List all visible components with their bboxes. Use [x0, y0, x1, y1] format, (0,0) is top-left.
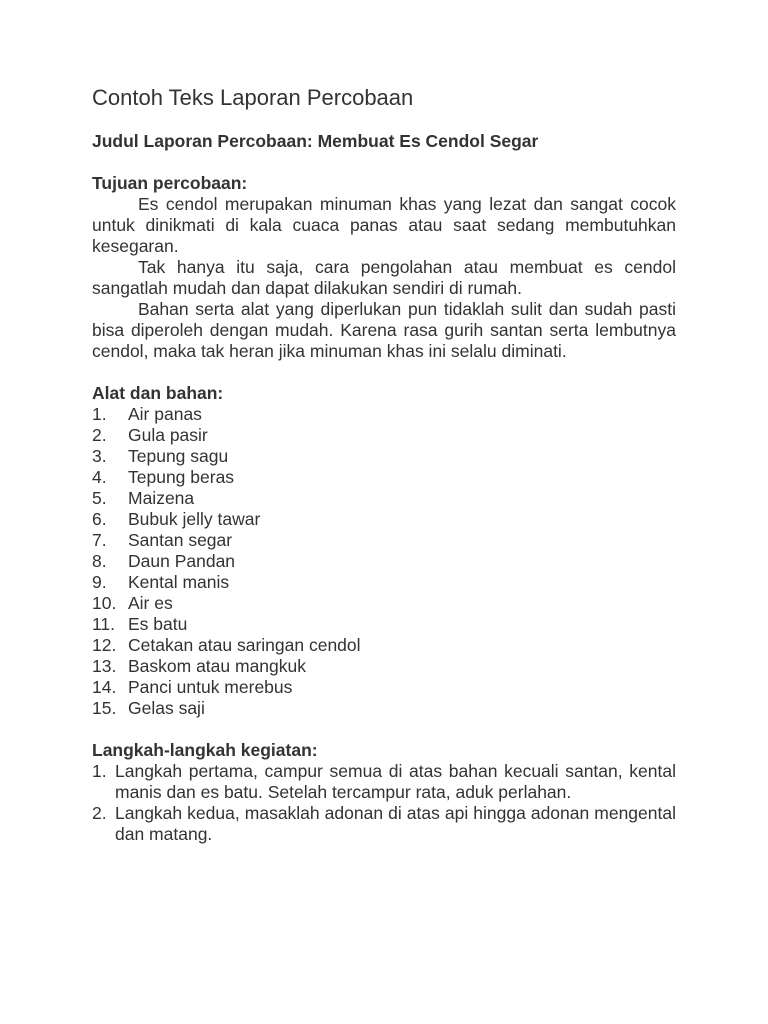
step-text: Langkah pertama, campur semua di atas bahan kecuali santan, kental manis dan es batu. Setelah tercampur rata, aduk perlahan. [115, 761, 676, 802]
step-number: 1. [92, 761, 107, 781]
list-item [92, 803, 676, 845]
document-content [92, 84, 676, 845]
item-number: 6. [92, 509, 107, 529]
item-number: 13. [92, 656, 117, 676]
purpose-paragraph: Es cendol merupakan minuman khas yang lezat dan sangat cocok untuk dinikmati di kala cuaca panas atau saat sedang membutuhkan kesegaran. [92, 194, 676, 256]
item-text: Bubuk jelly tawar [128, 509, 261, 529]
list-item [92, 551, 676, 572]
item-number: 1. [92, 404, 107, 424]
list-item [92, 635, 676, 656]
item-number: 3. [92, 446, 107, 466]
item-text: Es batu [128, 614, 188, 634]
item-text: Cetakan atau saringan cendol [128, 635, 361, 655]
step-number: 2. [92, 803, 107, 823]
list-item [92, 656, 676, 677]
list-item [92, 509, 676, 530]
item-number: 11. [92, 614, 116, 634]
item-text: Tepung sagu [128, 446, 229, 466]
item-number: 7. [92, 530, 107, 550]
steps-list [92, 761, 676, 845]
item-text: Air es [128, 593, 173, 613]
steps-heading: Langkah-langkah kegiatan: [92, 740, 318, 760]
list-item [92, 572, 676, 593]
purpose-heading: Tujuan percobaan: [92, 173, 248, 193]
list-item [92, 530, 676, 551]
list-item [92, 425, 676, 446]
item-text: Panci untuk merebus [128, 677, 293, 697]
item-number: 15. [92, 698, 117, 718]
purpose-paragraph: Tak hanya itu saja, cara pengolahan atau membuat es cendol sangatlah mudah dan dapat dilakukan sendiri di rumah. [92, 257, 676, 298]
item-number: 14. [92, 677, 117, 697]
item-number: 9. [92, 572, 107, 592]
item-text: Gula pasir [128, 425, 208, 445]
tools-heading: Alat dan bahan: [92, 383, 224, 403]
item-text: Baskom atau mangkuk [128, 656, 307, 676]
report-subtitle: Judul Laporan Percobaan: Membuat Es Cendol Segar [92, 131, 539, 151]
item-number: 5. [92, 488, 107, 508]
item-text: Santan segar [128, 530, 233, 550]
item-number: 8. [92, 551, 107, 571]
document-title: Contoh Teks Laporan Percobaan [92, 85, 414, 110]
item-number: 4. [92, 467, 107, 487]
item-text: Daun Pandan [128, 551, 236, 571]
list-item [92, 404, 676, 425]
purpose-paragraph: Bahan serta alat yang diperlukan pun tidaklah sulit dan sudah pasti bisa diperoleh dengan mudah. Karena rasa gurih santan serta lembutnya cendol, maka tak heran jika minuman khas ini selalu diminati. [92, 299, 676, 361]
list-item [92, 698, 676, 719]
list-item [92, 467, 676, 488]
list-item [92, 488, 676, 509]
item-text: Tepung beras [128, 467, 235, 487]
tools-list [92, 404, 676, 719]
list-item [92, 614, 676, 635]
item-text: Kental manis [128, 572, 230, 592]
list-item [92, 446, 676, 467]
list-item [92, 593, 676, 614]
item-text: Maizena [128, 488, 195, 508]
item-number: 10. [92, 593, 117, 613]
item-number: 2. [92, 425, 107, 445]
step-text: Langkah kedua, masaklah adonan di atas api hingga adonan mengental dan matang. [115, 803, 676, 844]
item-text: Gelas saji [128, 698, 205, 718]
list-item [92, 677, 676, 698]
item-text: Air panas [128, 404, 202, 424]
list-item [92, 761, 676, 803]
item-number: 12. [92, 635, 117, 655]
